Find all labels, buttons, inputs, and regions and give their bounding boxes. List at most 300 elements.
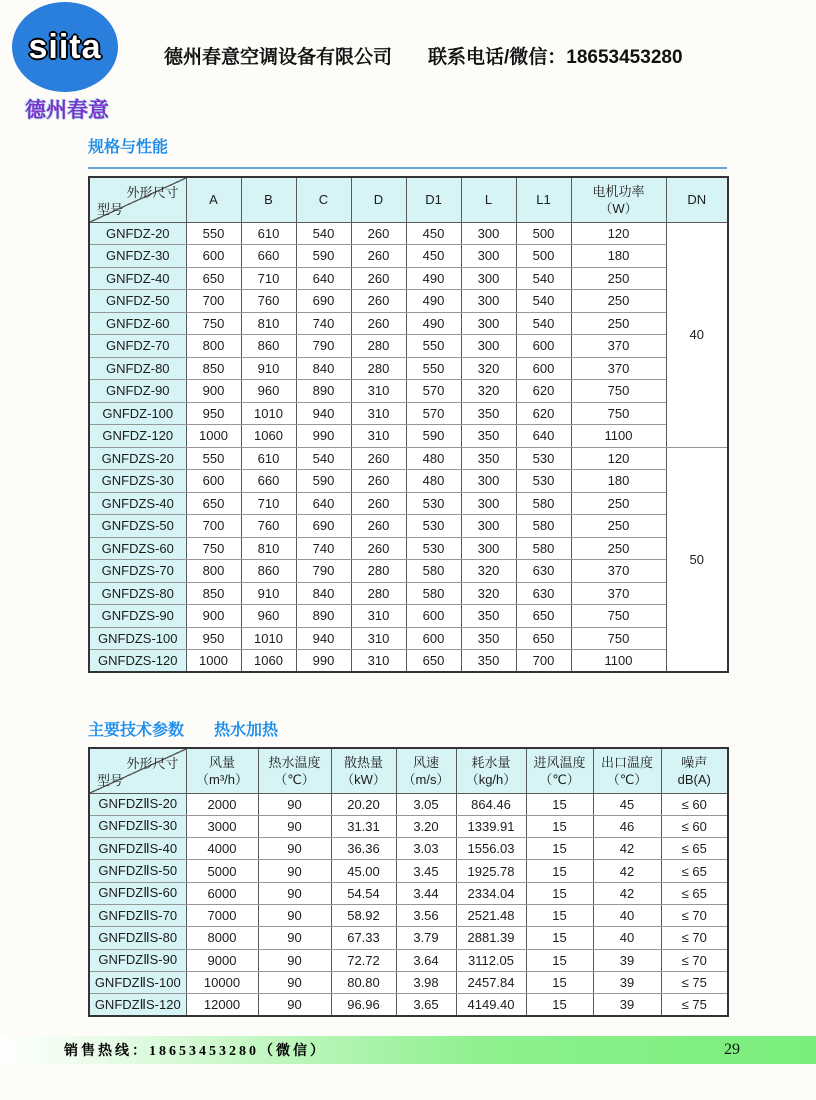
- value-cell: 710: [241, 267, 296, 290]
- value-cell: ≤ 75: [661, 971, 728, 993]
- value-cell: 490: [406, 312, 461, 335]
- value-cell: ≤ 65: [661, 838, 728, 860]
- model-cell: GNFDZⅡS-90: [89, 949, 186, 971]
- value-cell: 750: [186, 312, 241, 335]
- value-cell: 3.45: [396, 860, 456, 882]
- table-row: [89, 335, 728, 358]
- dn-value-cell: 40: [666, 222, 728, 447]
- value-cell: 370: [571, 335, 666, 358]
- value-cell: 300: [461, 335, 516, 358]
- value-cell: 15: [526, 927, 593, 949]
- model-cell: GNFDZ-70: [89, 335, 186, 358]
- value-cell: 3.20: [396, 815, 456, 837]
- col-header-inlet-temp: [526, 748, 593, 793]
- value-cell: 31.31: [331, 815, 396, 837]
- value-cell: 7000: [186, 904, 258, 926]
- value-cell: 280: [351, 582, 406, 605]
- table-row: [89, 402, 728, 425]
- table-row: [89, 515, 728, 538]
- value-cell: 310: [351, 425, 406, 448]
- section-title-tech: [88, 721, 727, 741]
- value-cell: ≤ 60: [661, 815, 728, 837]
- value-cell: 260: [351, 312, 406, 335]
- value-cell: 500: [516, 245, 571, 268]
- value-cell: 15: [526, 904, 593, 926]
- tech-title-sub: 热水加热: [214, 722, 279, 739]
- value-cell: 1000: [186, 650, 241, 673]
- noise-unit: dB(A): [677, 771, 711, 787]
- water-consumption-unit: （kg/h）: [465, 771, 517, 787]
- col-header-air-speed: [396, 748, 456, 793]
- value-cell: 740: [296, 537, 351, 560]
- table-row: [89, 560, 728, 583]
- value-cell: 850: [186, 582, 241, 605]
- value-cell: 310: [351, 605, 406, 628]
- value-cell: 280: [351, 357, 406, 380]
- value-cell: 260: [351, 492, 406, 515]
- motor-power-unit: （W）: [599, 200, 638, 216]
- model-cell: GNFDZⅡS-80: [89, 927, 186, 949]
- value-cell: 570: [406, 380, 461, 403]
- table-row: [89, 425, 728, 448]
- value-cell: 260: [351, 515, 406, 538]
- col-header-noise: [661, 748, 728, 793]
- value-cell: 580: [406, 582, 461, 605]
- table-row: [89, 971, 728, 993]
- model-cell: GNFDZⅡS-40: [89, 838, 186, 860]
- value-cell: 530: [406, 492, 461, 515]
- value-cell: 260: [351, 447, 406, 470]
- value-cell: 280: [351, 335, 406, 358]
- value-cell: 600: [516, 335, 571, 358]
- value-cell: 15: [526, 882, 593, 904]
- value-cell: 900: [186, 605, 241, 628]
- model-cell: GNFDZS-40: [89, 492, 186, 515]
- value-cell: 760: [241, 515, 296, 538]
- value-cell: 890: [296, 380, 351, 403]
- value-cell: 40: [593, 904, 661, 926]
- value-cell: 350: [461, 650, 516, 673]
- value-cell: 760: [241, 290, 296, 313]
- value-cell: 15: [526, 838, 593, 860]
- col-header-b: B: [241, 177, 296, 222]
- model-cell: GNFDZⅡS-60: [89, 882, 186, 904]
- value-cell: 1556.03: [456, 838, 526, 860]
- table-row: [89, 222, 728, 245]
- value-cell: 3.79: [396, 927, 456, 949]
- table-row: [89, 290, 728, 313]
- value-cell: 450: [406, 222, 461, 245]
- value-cell: 46: [593, 815, 661, 837]
- value-cell: 90: [258, 949, 331, 971]
- col-header-motor-power: [571, 177, 666, 222]
- value-cell: 300: [461, 312, 516, 335]
- table-row: [89, 312, 728, 335]
- heat-output-label: 散热量: [343, 754, 383, 770]
- value-cell: ≤ 70: [661, 927, 728, 949]
- value-cell: 864.46: [456, 793, 526, 815]
- value-cell: 650: [406, 650, 461, 673]
- value-cell: 960: [241, 605, 296, 628]
- table-row: [89, 904, 728, 926]
- value-cell: 15: [526, 971, 593, 993]
- value-cell: 250: [571, 290, 666, 313]
- value-cell: 580: [516, 537, 571, 560]
- value-cell: 750: [571, 605, 666, 628]
- value-cell: 42: [593, 860, 661, 882]
- value-cell: 600: [186, 470, 241, 493]
- value-cell: 790: [296, 335, 351, 358]
- value-cell: 490: [406, 290, 461, 313]
- value-cell: 370: [571, 357, 666, 380]
- corner-header-cell: [89, 748, 186, 793]
- model-cell: GNFDZ-80: [89, 357, 186, 380]
- title-underline: [88, 167, 727, 169]
- value-cell: 90: [258, 838, 331, 860]
- value-cell: 610: [241, 222, 296, 245]
- value-cell: 500: [516, 222, 571, 245]
- value-cell: 740: [296, 312, 351, 335]
- value-cell: 350: [461, 425, 516, 448]
- value-cell: 260: [351, 290, 406, 313]
- table-row: [89, 267, 728, 290]
- value-cell: 810: [241, 312, 296, 335]
- value-cell: 910: [241, 582, 296, 605]
- value-cell: 250: [571, 267, 666, 290]
- value-cell: 1100: [571, 650, 666, 673]
- value-cell: 750: [186, 537, 241, 560]
- value-cell: 260: [351, 267, 406, 290]
- model-cell: GNFDZS-120: [89, 650, 186, 673]
- outlet-temp-label: 出口温度: [600, 754, 653, 770]
- value-cell: 300: [461, 492, 516, 515]
- value-cell: 600: [516, 357, 571, 380]
- value-cell: 3.65: [396, 994, 456, 1016]
- value-cell: 42: [593, 838, 661, 860]
- value-cell: 310: [351, 650, 406, 673]
- value-cell: 370: [571, 560, 666, 583]
- value-cell: 1060: [241, 650, 296, 673]
- value-cell: 600: [406, 627, 461, 650]
- outlet-temp-unit: （℃）: [606, 771, 648, 787]
- corner-bottom-label: 型号: [97, 201, 124, 217]
- value-cell: 5000: [186, 860, 258, 882]
- value-cell: 650: [516, 605, 571, 628]
- value-cell: 530: [516, 447, 571, 470]
- value-cell: 6000: [186, 882, 258, 904]
- value-cell: 1010: [241, 627, 296, 650]
- col-header-water-consumption: [456, 748, 526, 793]
- inlet-temp-label: 进风温度: [533, 754, 586, 770]
- air-speed-label: 风速: [412, 754, 439, 770]
- value-cell: 3.64: [396, 949, 456, 971]
- value-cell: 630: [516, 582, 571, 605]
- col-header-a: A: [186, 177, 241, 222]
- corner-bottom-label: 型号: [97, 772, 124, 788]
- value-cell: 840: [296, 582, 351, 605]
- value-cell: 580: [406, 560, 461, 583]
- value-cell: 320: [461, 560, 516, 583]
- col-header-l: L: [461, 177, 516, 222]
- table-row: [89, 537, 728, 560]
- value-cell: 3.98: [396, 971, 456, 993]
- value-cell: 1010: [241, 402, 296, 425]
- value-cell: 310: [351, 402, 406, 425]
- tech-table-header: [89, 748, 728, 793]
- airflow-label: 风量: [208, 754, 235, 770]
- value-cell: 790: [296, 560, 351, 583]
- value-cell: 15: [526, 793, 593, 815]
- value-cell: 300: [461, 515, 516, 538]
- value-cell: 900: [186, 380, 241, 403]
- value-cell: 4149.40: [456, 994, 526, 1016]
- tech-title-main: 主要技术参数: [88, 722, 185, 739]
- value-cell: 350: [461, 402, 516, 425]
- value-cell: 12000: [186, 994, 258, 1016]
- col-header-heat-output: [331, 748, 396, 793]
- value-cell: 840: [296, 357, 351, 380]
- spec-header-row: [89, 177, 728, 222]
- value-cell: 180: [571, 470, 666, 493]
- value-cell: 750: [571, 402, 666, 425]
- value-cell: 570: [406, 402, 461, 425]
- page-number: 29: [724, 1041, 740, 1058]
- value-cell: 2521.48: [456, 904, 526, 926]
- value-cell: 540: [516, 290, 571, 313]
- table-row: [89, 949, 728, 971]
- value-cell: 350: [461, 447, 516, 470]
- value-cell: 320: [461, 357, 516, 380]
- value-cell: 480: [406, 447, 461, 470]
- model-cell: GNFDZ-90: [89, 380, 186, 403]
- value-cell: 640: [516, 425, 571, 448]
- table-row: [89, 793, 728, 815]
- value-cell: 960: [241, 380, 296, 403]
- value-cell: ≤ 70: [661, 904, 728, 926]
- value-cell: 750: [571, 627, 666, 650]
- motor-power-label: 电机功率: [592, 183, 645, 199]
- value-cell: 310: [351, 627, 406, 650]
- value-cell: 45.00: [331, 860, 396, 882]
- table-row: [89, 927, 728, 949]
- value-cell: 890: [296, 605, 351, 628]
- value-cell: 620: [516, 402, 571, 425]
- value-cell: 90: [258, 927, 331, 949]
- value-cell: 750: [571, 380, 666, 403]
- value-cell: ≤ 70: [661, 949, 728, 971]
- section-title-spec: 规格与性能: [88, 139, 169, 156]
- table-row: [89, 470, 728, 493]
- value-cell: 700: [516, 650, 571, 673]
- model-cell: GNFDZS-20: [89, 447, 186, 470]
- page-content: [88, 138, 727, 1017]
- value-cell: 54.54: [331, 882, 396, 904]
- air-speed-unit: （m/s）: [402, 771, 450, 787]
- value-cell: 800: [186, 335, 241, 358]
- value-cell: 650: [186, 492, 241, 515]
- value-cell: 40: [593, 927, 661, 949]
- value-cell: 530: [406, 537, 461, 560]
- water-consumption-label: 耗水量: [471, 754, 511, 770]
- value-cell: 96.96: [331, 994, 396, 1016]
- footer-bar: [0, 1036, 816, 1064]
- model-cell: GNFDZS-80: [89, 582, 186, 605]
- value-cell: 4000: [186, 838, 258, 860]
- value-cell: ≤ 75: [661, 994, 728, 1016]
- model-cell: GNFDZⅡS-100: [89, 971, 186, 993]
- value-cell: 950: [186, 627, 241, 650]
- value-cell: 260: [351, 537, 406, 560]
- value-cell: 660: [241, 245, 296, 268]
- value-cell: 58.92: [331, 904, 396, 926]
- table-row: [89, 627, 728, 650]
- col-header-outlet-temp: [593, 748, 661, 793]
- value-cell: 90: [258, 882, 331, 904]
- value-cell: 540: [296, 447, 351, 470]
- value-cell: 710: [241, 492, 296, 515]
- value-cell: 850: [186, 357, 241, 380]
- model-cell: GNFDZ-50: [89, 290, 186, 313]
- value-cell: 350: [461, 605, 516, 628]
- tech-table-body: [89, 793, 728, 1016]
- value-cell: ≤ 65: [661, 882, 728, 904]
- value-cell: 15: [526, 994, 593, 1016]
- value-cell: 1339.91: [456, 815, 526, 837]
- water-temp-label: 热水温度: [268, 754, 321, 770]
- table-row: [89, 605, 728, 628]
- model-cell: GNFDZ-20: [89, 222, 186, 245]
- value-cell: 480: [406, 470, 461, 493]
- water-temp-unit: （℃）: [274, 771, 315, 787]
- contact-phone: 联系电话/微信：18653453280: [428, 47, 683, 68]
- value-cell: 250: [571, 515, 666, 538]
- value-cell: 3000: [186, 815, 258, 837]
- value-cell: 250: [571, 537, 666, 560]
- value-cell: 690: [296, 515, 351, 538]
- dn-value-cell: 50: [666, 447, 728, 672]
- value-cell: 540: [516, 267, 571, 290]
- value-cell: 650: [516, 627, 571, 650]
- value-cell: 90: [258, 971, 331, 993]
- value-cell: 8000: [186, 927, 258, 949]
- table-row: [89, 447, 728, 470]
- value-cell: 1000: [186, 425, 241, 448]
- spec-table-body: [89, 222, 728, 672]
- corner-top-label: 外形尺寸: [126, 185, 179, 200]
- table-row: [89, 994, 728, 1016]
- value-cell: 120: [571, 222, 666, 245]
- value-cell: 620: [516, 380, 571, 403]
- value-cell: 42: [593, 882, 661, 904]
- value-cell: 540: [296, 222, 351, 245]
- value-cell: 700: [186, 290, 241, 313]
- value-cell: 370: [571, 582, 666, 605]
- value-cell: 90: [258, 793, 331, 815]
- value-cell: 940: [296, 627, 351, 650]
- value-cell: 320: [461, 380, 516, 403]
- value-cell: ≤ 65: [661, 860, 728, 882]
- col-header-airflow: [186, 748, 258, 793]
- value-cell: 250: [571, 312, 666, 335]
- table-row: [89, 357, 728, 380]
- model-cell: GNFDZ-120: [89, 425, 186, 448]
- value-cell: 280: [351, 560, 406, 583]
- value-cell: 90: [258, 994, 331, 1016]
- logo-ellipse: [12, 2, 118, 92]
- model-cell: GNFDZS-70: [89, 560, 186, 583]
- value-cell: 700: [186, 515, 241, 538]
- value-cell: 590: [296, 470, 351, 493]
- value-cell: 590: [406, 425, 461, 448]
- model-cell: GNFDZS-50: [89, 515, 186, 538]
- table-row: [89, 650, 728, 673]
- table-row: [89, 815, 728, 837]
- spec-table: [88, 176, 729, 673]
- value-cell: 690: [296, 290, 351, 313]
- value-cell: 550: [186, 222, 241, 245]
- value-cell: 640: [296, 267, 351, 290]
- model-cell: GNFDZ-30: [89, 245, 186, 268]
- value-cell: 39: [593, 994, 661, 1016]
- sales-hotline: 销售热线：18653453280（微信）: [64, 1044, 327, 1059]
- value-cell: 300: [461, 537, 516, 560]
- value-cell: 630: [516, 560, 571, 583]
- spec-table-header: [89, 177, 728, 222]
- table-row: [89, 860, 728, 882]
- value-cell: 600: [406, 605, 461, 628]
- value-cell: 990: [296, 650, 351, 673]
- model-cell: GNFDZS-30: [89, 470, 186, 493]
- value-cell: 260: [351, 222, 406, 245]
- value-cell: 490: [406, 267, 461, 290]
- table-row: [89, 380, 728, 403]
- value-cell: 1060: [241, 425, 296, 448]
- value-cell: 320: [461, 582, 516, 605]
- value-cell: 300: [461, 290, 516, 313]
- value-cell: 72.72: [331, 949, 396, 971]
- col-header-dn: DN: [666, 177, 728, 222]
- table-row: [89, 492, 728, 515]
- value-cell: 940: [296, 402, 351, 425]
- tech-header-row: [89, 748, 728, 793]
- value-cell: 260: [351, 245, 406, 268]
- value-cell: 3.44: [396, 882, 456, 904]
- value-cell: 550: [406, 335, 461, 358]
- corner-header-cell: [89, 177, 186, 222]
- value-cell: 910: [241, 357, 296, 380]
- col-header-water-temp: [258, 748, 331, 793]
- value-cell: 180: [571, 245, 666, 268]
- table-row: [89, 582, 728, 605]
- value-cell: 80.80: [331, 971, 396, 993]
- value-cell: 800: [186, 560, 241, 583]
- value-cell: 9000: [186, 949, 258, 971]
- value-cell: 600: [186, 245, 241, 268]
- value-cell: 530: [406, 515, 461, 538]
- value-cell: 15: [526, 860, 593, 882]
- col-header-c: C: [296, 177, 351, 222]
- value-cell: 250: [571, 492, 666, 515]
- value-cell: 2000: [186, 793, 258, 815]
- col-header-d: D: [351, 177, 406, 222]
- value-cell: 39: [593, 971, 661, 993]
- col-header-l1: L1: [516, 177, 571, 222]
- value-cell: 45: [593, 793, 661, 815]
- value-cell: 650: [186, 267, 241, 290]
- value-cell: 950: [186, 402, 241, 425]
- value-cell: 610: [241, 447, 296, 470]
- value-cell: 860: [241, 335, 296, 358]
